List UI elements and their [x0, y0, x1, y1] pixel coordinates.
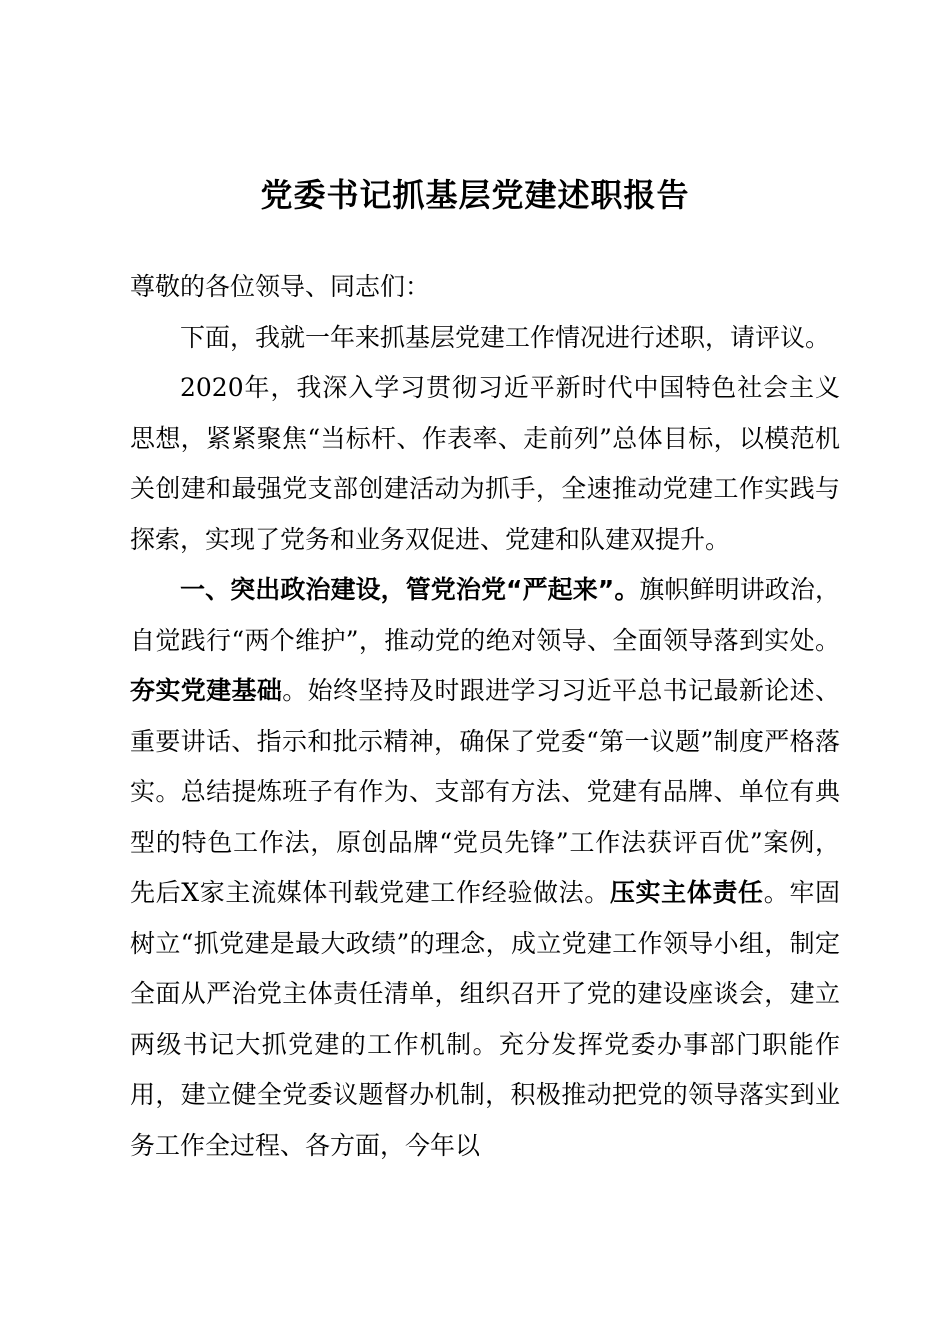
subheading-responsibility: 压实主体责任	[609, 878, 764, 907]
section-1-heading: 一、突出政治建设，管党治党“严起来”。	[180, 575, 640, 604]
section-1-text-c: 。牢固树立“抓党建是最大政绩”的理念，成立党建工作领导小组，制定全面从严治党主体责任清单，组织召开了党的建设座谈会，建立两级书记大抓党建的工作机制。充分发挥党委办事部门职能作用，建立健全党委议题督办机制，积极推动把党的领导落实到业务工作全过程、各方面，今年以	[130, 878, 840, 1160]
section-1-text-b: 。始终坚持及时跟进学习习近平总书记最新论述、重要讲话、指示和批示精神，确保了党委“第一议题”制度严格落实。总结提炼班子有作为、支部有方法、党建有品牌、单位有典型的特色工作法，原创品牌“党员先锋”工作法获评百优”案例，先后X家主流媒体刊载党建工作经验做法。	[130, 676, 840, 907]
intro-paragraph: 下面，我就一年来抓基层党建工作情况进行述职，请评议。	[180, 322, 831, 352]
document-title: 党委书记抓基层党建述职报告	[260, 176, 690, 214]
subheading-foundation: 夯实党建基础	[130, 676, 283, 705]
section-1-paragraph	[130, 565, 840, 1171]
overview-paragraph: 2020年，我深入学习贯彻习近平新时代中国特色社会主义思想，紧紧聚焦“当标杆、作表率、走前列”总体目标，以模范机关创建和最强党支部创建活动为抓手，全速推动党建工作实践与探索，实现了党务和业务双促进、党建和队建双提升。	[130, 373, 840, 554]
document-body	[130, 262, 840, 1171]
salutation: 尊敬的各位领导、同志们：	[130, 272, 431, 301]
section-1-text-a: 旗帜鲜明讲政治，自觉践行“两个维护”，推动党的绝对领导、全面领导落到实处。	[130, 575, 840, 655]
